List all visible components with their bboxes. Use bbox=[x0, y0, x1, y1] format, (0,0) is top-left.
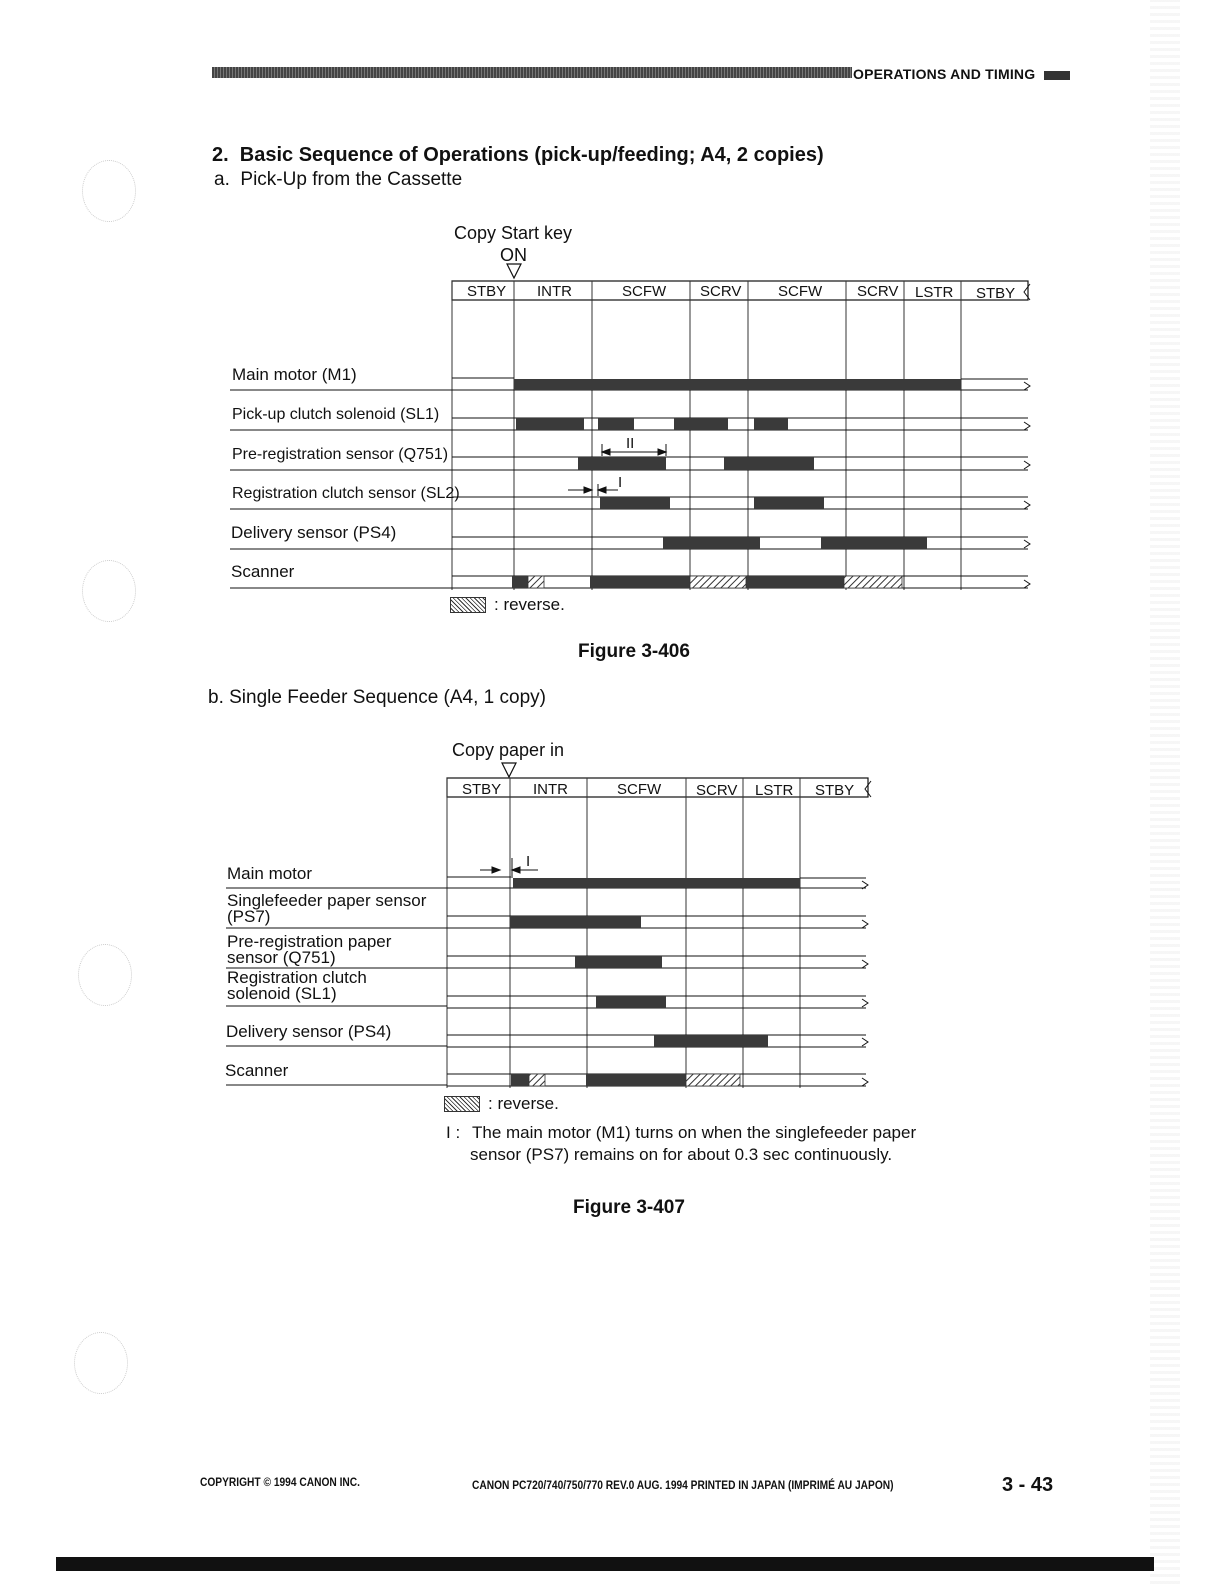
fig2-marker-I: I bbox=[526, 853, 531, 870]
fig1-col-label: SCRV bbox=[857, 283, 899, 300]
fig2-row-label: solenoid (SL1) bbox=[227, 984, 337, 1003]
fig2-row-label: Delivery sensor (PS4) bbox=[226, 1022, 392, 1041]
fig1-marker-II: II bbox=[626, 435, 635, 452]
fig2-reverse-swatch-icon bbox=[444, 1096, 480, 1112]
fig1-trigger-label: Copy Start key bbox=[454, 223, 573, 243]
fig2-col-label: SCRV bbox=[696, 782, 738, 799]
fig2-trigger-label: Copy paper in bbox=[452, 740, 565, 760]
fig2-trigger-arrow-icon bbox=[502, 763, 516, 777]
section-title: OPERATIONS AND TIMING bbox=[853, 66, 1036, 82]
fig2-row-label: Singlefeeder paper sensor bbox=[227, 891, 427, 910]
fig1-row-label: Main motor (M1) bbox=[232, 365, 357, 384]
fig1-trigger-arrow-icon bbox=[507, 264, 521, 278]
fig2-row-label: sensor (Q751) bbox=[227, 948, 336, 967]
fig2-row-label: Pre-registration paper bbox=[227, 932, 392, 951]
fig1-col-label: INTR bbox=[537, 283, 572, 300]
fig2-row-label: Scanner bbox=[225, 1061, 289, 1080]
fig1-trigger-sub: ON bbox=[500, 245, 527, 265]
binder-hole bbox=[74, 1332, 128, 1394]
fig2-col-label: STBY bbox=[462, 781, 502, 798]
subheading-b: b. Single Feeder Sequence (A4, 1 copy) bbox=[208, 687, 546, 708]
fig1-row-label: Registration clutch sensor (SL2) bbox=[232, 485, 460, 502]
fig2-row-label: Registration clutch bbox=[227, 968, 367, 987]
fig1-col-label: SCFW bbox=[622, 283, 667, 300]
fig1-col-label: SCRV bbox=[700, 283, 742, 300]
page-heading: 2. Basic Sequence of Operations (pick-up/feeding; A4, 2 copies) bbox=[212, 144, 824, 166]
subheading-a: a. Pick-Up from the Cassette bbox=[214, 169, 463, 190]
fig1-marker-I: I bbox=[618, 474, 623, 491]
fig2-note-prefix: I : bbox=[446, 1123, 461, 1142]
fig2-col-label: STBY bbox=[815, 782, 855, 799]
fig1-row-label: Delivery sensor (PS4) bbox=[231, 523, 397, 542]
fig1-col-label: STBY bbox=[467, 283, 507, 300]
fig2-note-line2: sensor (PS7) remains on for about 0.3 sec continuously. bbox=[470, 1145, 893, 1164]
fig2-row-label: (PS7) bbox=[227, 907, 271, 926]
fig2-note-line1: The main motor (M1) turns on when the singlefeeder paper bbox=[472, 1123, 917, 1142]
timing-chart-fig2 bbox=[0, 720, 1224, 1100]
fig1-caption: Figure 3-406 bbox=[578, 641, 690, 662]
footer-copyright: COPYRIGHT © 1994 CANON INC. bbox=[200, 1475, 360, 1489]
fig2-legend-text: : reverse. bbox=[488, 1094, 559, 1113]
fig2-row-label: Main motor bbox=[227, 864, 313, 883]
fig1-col-label: LSTR bbox=[915, 284, 954, 301]
bottom-scan-bar bbox=[56, 1557, 1154, 1571]
fig1-reverse-swatch-icon bbox=[450, 597, 486, 613]
fig1-col-label: SCFW bbox=[778, 283, 823, 300]
page-number: 3 - 43 bbox=[1002, 1474, 1054, 1496]
fig1-col-label: STBY bbox=[976, 285, 1016, 302]
fig1-row-label: Pick-up clutch solenoid (SL1) bbox=[232, 406, 440, 423]
fig2-col-label: SCFW bbox=[617, 781, 662, 798]
footer-product: CANON PC720/740/750/770 REV.0 AUG. 1994 PRINTED IN JAPAN (IMPRIMÉ AU JAPON) bbox=[472, 1478, 894, 1492]
fig2-col-label: LSTR bbox=[755, 782, 794, 799]
timing-chart-fig1 bbox=[0, 0, 1224, 620]
fig1-row-label: Pre-registration sensor (Q751) bbox=[232, 446, 449, 463]
fig1-legend-text: : reverse. bbox=[494, 595, 565, 614]
fig2-caption: Figure 3-407 bbox=[573, 1197, 685, 1218]
fig2-col-label: INTR bbox=[533, 781, 568, 798]
fig1-row-label: Scanner bbox=[231, 562, 295, 581]
